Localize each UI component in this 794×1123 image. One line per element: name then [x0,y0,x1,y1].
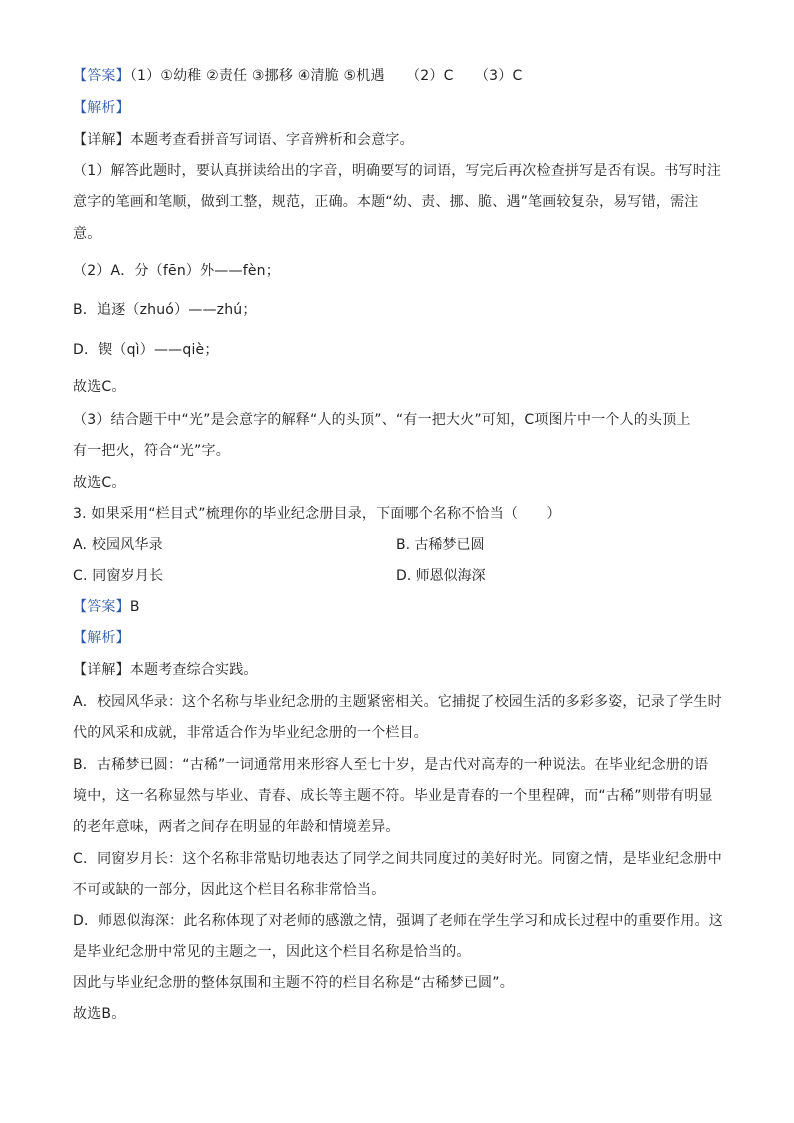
option-a: A. 校园风华录 [73,537,163,553]
q3-analysis-heading [73,628,130,648]
paragraph-line: 境中，这一名称显然与毕业、青春、成长等主题不符。毕业是青春的一个里程碑，而“古稀”则带有明显 [73,788,713,804]
paragraph-line: 故选C。 [73,475,126,491]
paragraph-line: C．同窗岁月长：这个名称非常贴切地表达了同学之间共同度过的美好时光。同窗之情，是毕业纪念册中 [73,851,722,867]
analysis-tag: 【解析】 [73,100,130,116]
q3-answer-line [73,597,140,617]
paragraph-line: 意字的笔画和笔顺，做到工整，规范，正确。本题“幼、责、挪、脆、遇”笔画较复杂，易写错，需注 [73,194,699,210]
paragraph-line: 的老年意味，两者之间存在明显的年龄和情境差异。 [73,819,400,835]
paragraph-line: 意。 [73,226,102,242]
paragraph-line: 故选C。 [73,379,126,395]
detail-tag: 【详解】 [73,132,130,148]
option-b: B. 古稀梦已圆 [396,537,485,553]
paragraph-line: （2）A．分（fēn）外——fèn； [73,263,280,279]
analysis-tag: 【解析】 [73,630,130,646]
paragraph-line: 不可或缺的一部分，因此这个栏目名称非常恰当。 [73,882,386,898]
detail-text: 本题考查看拼音写词语、字音辨析和会意字。 [129,132,414,148]
paragraph-line: 是毕业纪念册中常见的主题之一，因此这个栏目名称是恰当的。 [73,944,471,960]
detail-text: 本题考查综合实践。 [129,662,258,678]
paragraph-line: 有一把火，符合“光”字。 [73,443,230,459]
paragraph-line: （1）解答此题时，要认真拼读给出的字音，明确要写的词语，写完后再次检查拼写是否有误。书写时注 [73,163,722,179]
answer-tag: 【答案】 [73,68,130,84]
answer-text: （1）①幼稚 ②责任 ③挪移 ④清脆 ⑤机遇 （2）C （3）C [129,68,523,84]
paragraph-line: 代的风采和成就，非常适合作为毕业纪念册的一个栏目。 [73,725,428,741]
q2-detail-line [73,130,414,150]
option-c: C. 同窗岁月长 [73,568,164,584]
paragraph-line: 故选B。 [73,1006,126,1022]
paragraph-line: 因此与毕业纪念册的整体氛围和主题不符的栏目名称是“古稀梦已圆”。 [73,975,514,991]
answer-text: B [129,599,140,615]
option-d: D. 师恩似海深 [396,568,486,584]
q2-analysis-heading [73,98,130,118]
question-stem: 3. 如果采用“栏目式”梳理你的毕业纪念册目录，下面哪个名称不恰当（ ） [73,506,561,522]
paragraph-line: A．校园风华录：这个名称与毕业纪念册的主题紧密相关。它捕捉了校园生活的多彩多姿，记录了学生时 [73,694,722,710]
q2-answer-line [73,66,522,86]
paragraph-line: B．古稀梦已圆：“古稀”一词通常用来形容人至七十岁，是古代对高寿的一种说法。在毕业纪念册的语 [73,757,709,773]
paragraph-line: D．锲（qì）——qiè； [73,342,219,358]
q3-detail-line [73,660,258,680]
detail-tag: 【详解】 [73,662,130,678]
paragraph-line: B．追逐（zhuó）——zhú； [73,302,257,318]
paragraph-line: D．师恩似海深：此名称体现了对老师的感激之情，强调了老师在学生学习和成长过程中的重要作用。这 [73,913,723,929]
paragraph-line: （3）结合题干中“光”是会意字的解释“人的头顶”、“有一把大火”可知，C项图片中一个人的头顶上 [73,412,691,428]
answer-tag: 【答案】 [73,599,130,615]
